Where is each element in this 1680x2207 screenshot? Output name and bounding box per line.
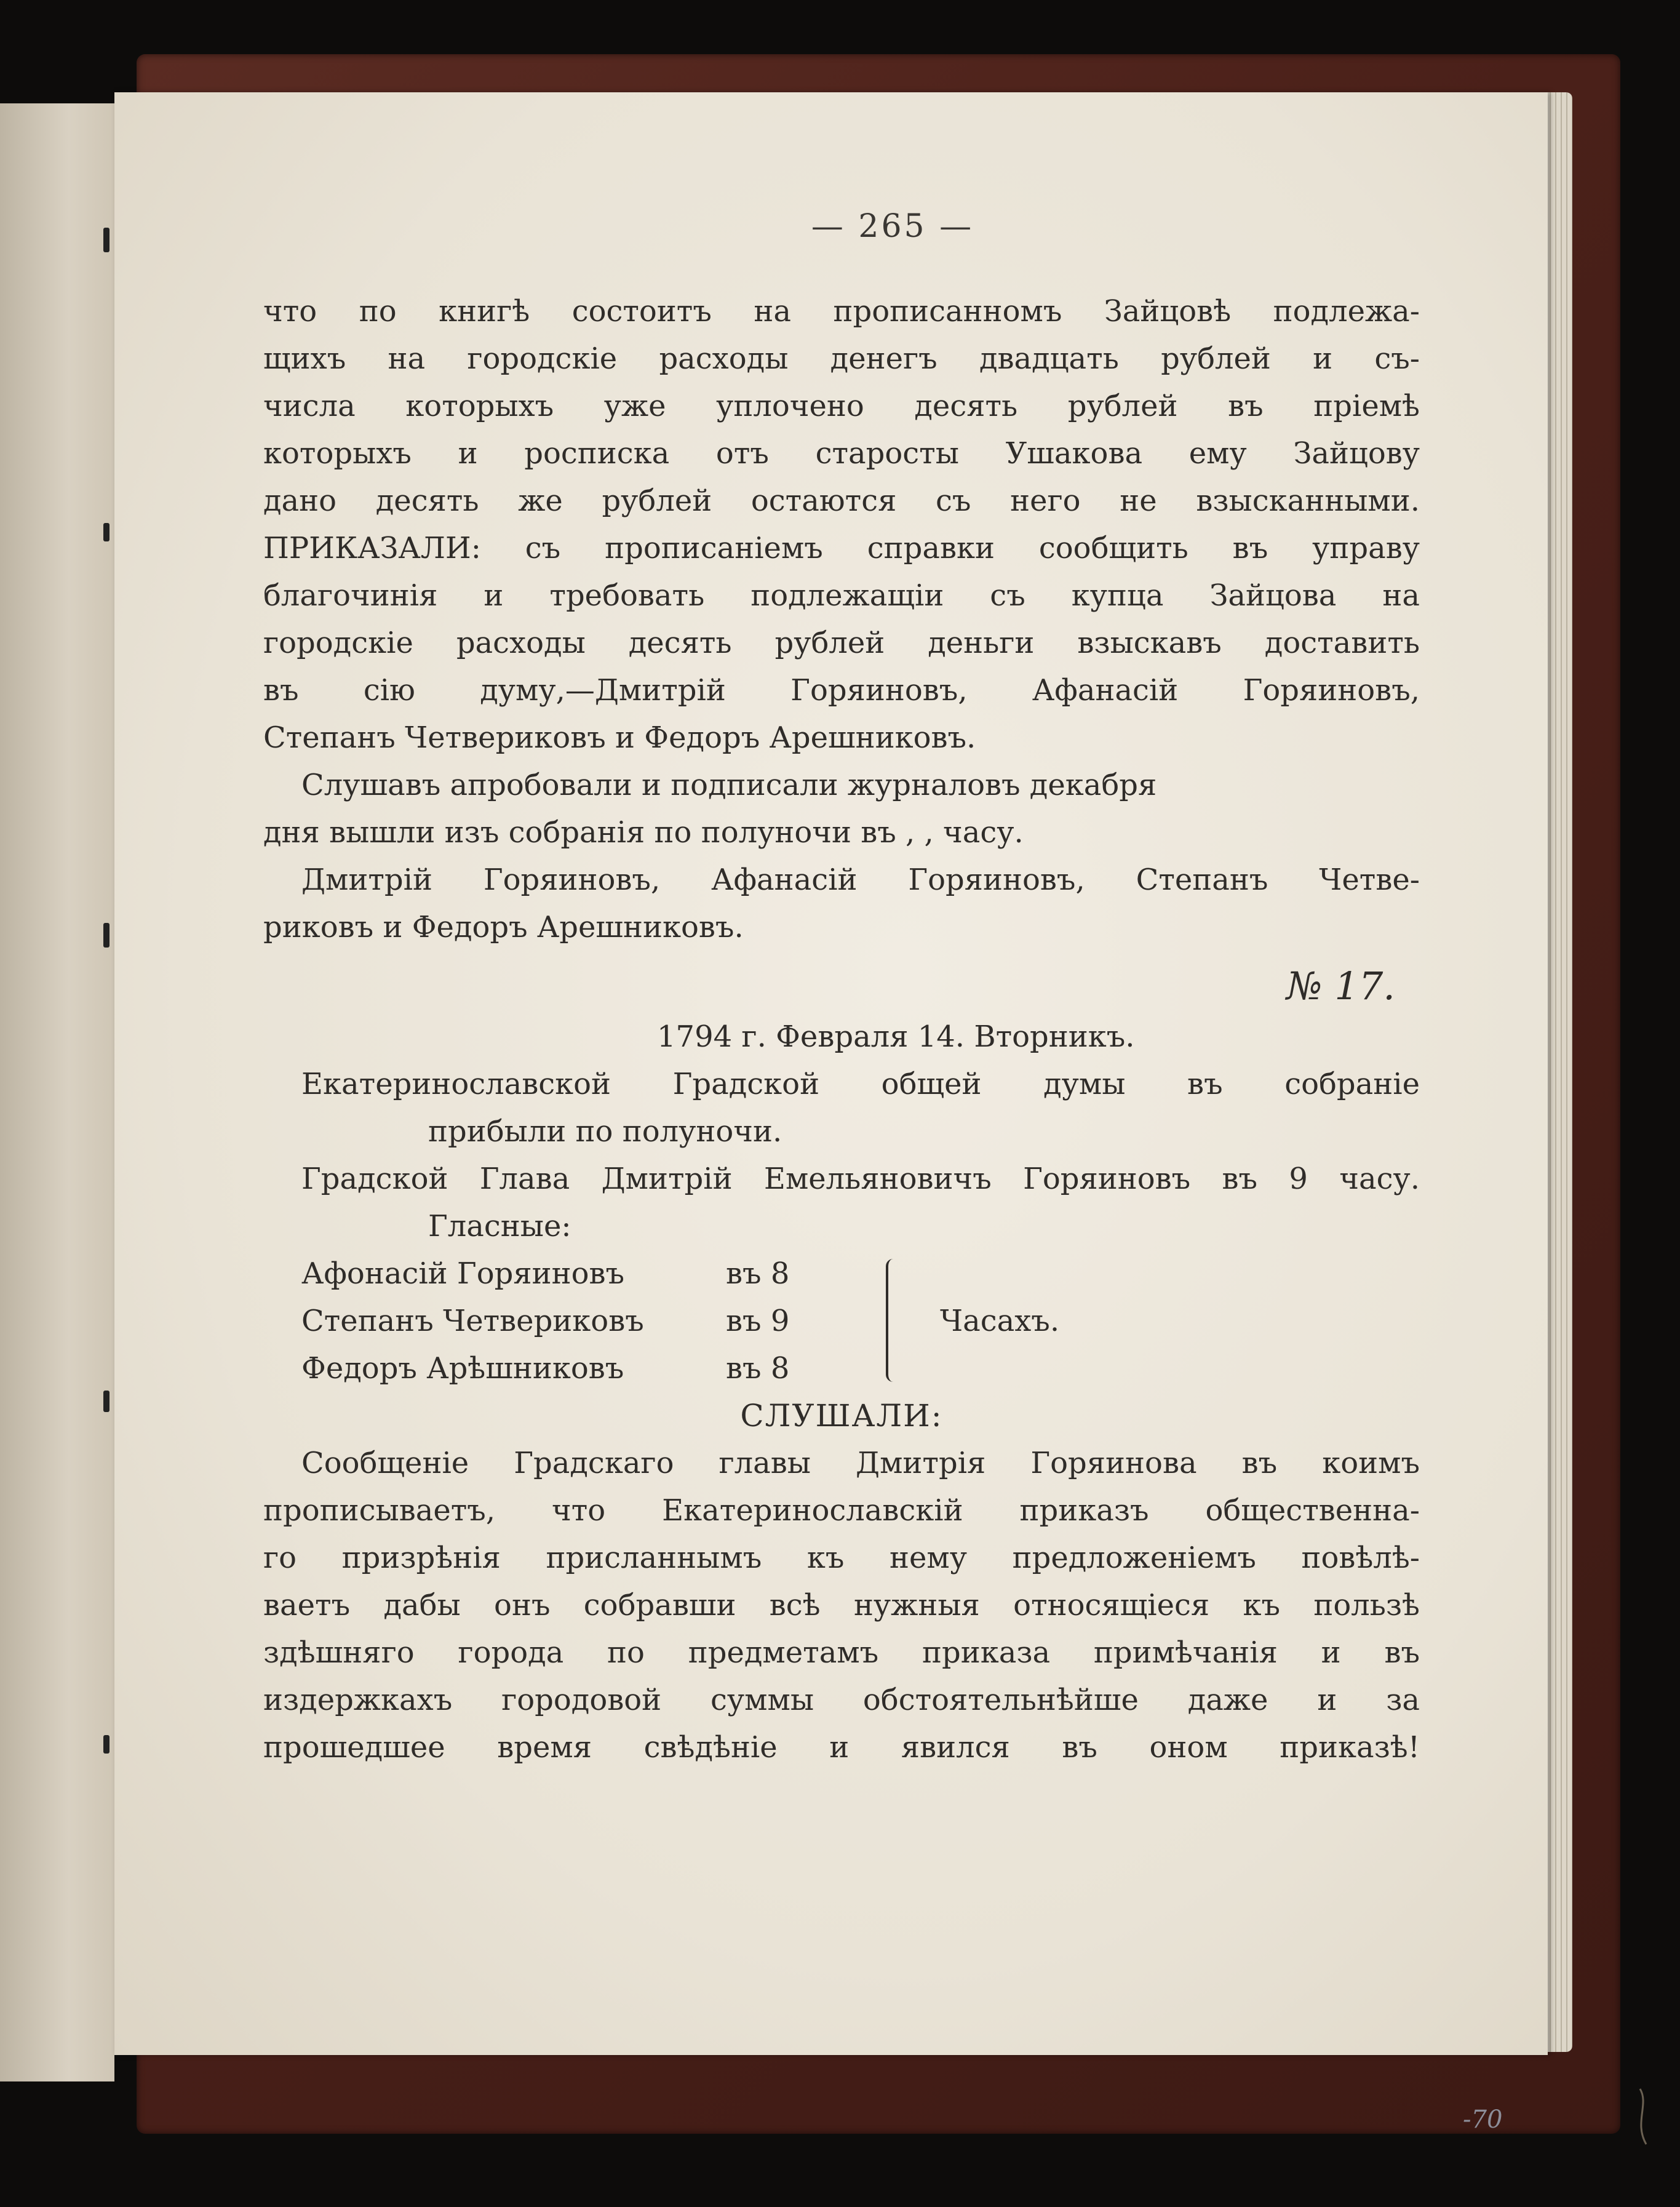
- text-line: Дмитрій Горяиновъ, Афанасій Горяиновъ, Степанъ Четве-: [301, 863, 1420, 897]
- hours-label: Часахъ.: [940, 1304, 1060, 1338]
- text-line: риковъ и Федоръ Арешниковъ.: [263, 910, 744, 944]
- text-line: прошедшее время свѣдѣніе и явился въ оном приказѣ!: [263, 1730, 1420, 1765]
- text-line: Слушавъ апробовали и подписали журналовъ декабря: [301, 768, 1157, 802]
- text-line: что по книгѣ состоитъ на прописанномъ Зайцовѣ подлежа-: [263, 294, 1420, 329]
- page: [114, 92, 1548, 2134]
- page-number: — 265 —: [811, 208, 974, 245]
- date-line: 1794 г. Февраля 14. Вторникъ.: [657, 1020, 1135, 1054]
- text-line: го призрѣнія присланнымъ къ нему предложеніемъ повѣлѣ-: [263, 1541, 1420, 1575]
- document-number: № 17.: [1286, 964, 1395, 1008]
- section-heading: СЛУШАЛИ:: [740, 1398, 943, 1434]
- text-line: которыхъ и росписка отъ старосты Ушакова ему Зайцову: [263, 436, 1420, 471]
- text-line: Градской Глава Дмитрій Емельяновичъ Горяиновъ въ 9 часу.: [301, 1162, 1420, 1196]
- text-line: благочинія и требовать подлежащіи съ купца Зайцова на: [263, 578, 1420, 613]
- text-line: здѣшняго города по предметамъ приказа примѣчанія и въ: [263, 1635, 1420, 1670]
- member-time: въ 9: [726, 1304, 790, 1338]
- text-line: городскіе расходы десять рублей деньги взыскавъ доставить: [263, 626, 1420, 660]
- member-row: [301, 1250, 789, 1298]
- text-line: прописываетъ, что Екатеринославскій приказъ общественна-: [263, 1493, 1420, 1528]
- member-name: Афонасій Горяиновъ: [301, 1256, 625, 1291]
- member-name: Степанъ Четвериковъ: [301, 1304, 644, 1338]
- text-line: щихъ на городскіе расходы денегъ двадцать рублей и съ-: [263, 341, 1420, 376]
- text-line: прибыли по полуночи.: [428, 1114, 782, 1149]
- text-line: числа которыхъ уже уплочено десять рублей въ пріемѣ: [263, 389, 1420, 423]
- text-line: ваетъ дабы онъ собравши всѣ нужныя относящіеся къ пользѣ: [263, 1588, 1420, 1622]
- text-line: въ сію думу,—Дмитрій Горяиновъ, Афанасій Горяиновъ,: [263, 673, 1420, 708]
- members-heading: Гласные:: [428, 1209, 571, 1243]
- member-name: Федоръ Арѣшниковъ: [301, 1351, 624, 1386]
- text-line: дня вышли изъ собранія по полуночи въ , , часу.: [263, 815, 1024, 850]
- brace-bracket: [886, 1259, 901, 1382]
- left-page-edge: [0, 103, 114, 2081]
- page-text: [263, 288, 1420, 1771]
- pencil-mark: -70: [1463, 2105, 1503, 2134]
- member-row: [301, 1298, 789, 1345]
- member-time: въ 8: [726, 1256, 790, 1291]
- page-curl-mark: [1615, 2086, 1658, 2147]
- text-line: Екатеринославской Градской общей думы въ собраніе: [301, 1067, 1420, 1101]
- text-line: Степанъ Четвериковъ и Федоръ Арешниковъ.: [263, 720, 976, 755]
- text-line: ПРИКАЗАЛИ: съ прописаніемъ справки сообщить въ управу: [263, 531, 1420, 565]
- text-line: дано десять же рублей остаются съ него не взысканными.: [263, 484, 1420, 518]
- member-row: [301, 1345, 789, 1392]
- members-list: [263, 1250, 1420, 1392]
- text-line: Сообщеніе Градскаго главы Дмитрія Горяинова въ коимъ: [301, 1446, 1420, 1480]
- text-line: издержкахъ городовой суммы обстоятельнѣйше даже и за: [263, 1683, 1420, 1717]
- member-time: въ 8: [726, 1351, 790, 1386]
